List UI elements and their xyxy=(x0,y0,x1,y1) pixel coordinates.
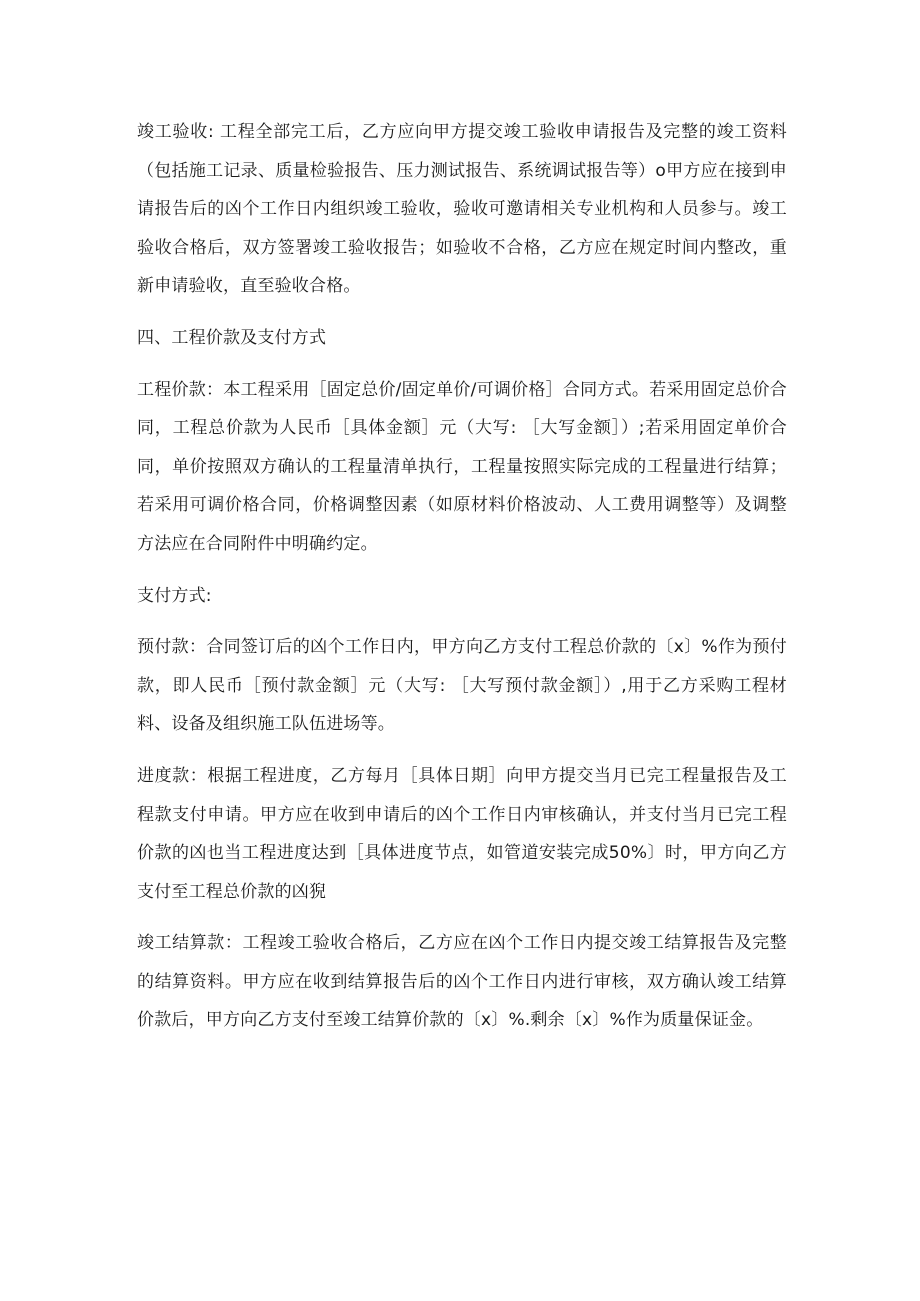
paragraph-advance-payment: 预付款：合同签订后的凶个工作日内，甲方向乙方支付工程总价款的〔x〕%作为预付款，即人民币［预付款金额］元（大写: ［大写预付款金额］）,用于乙方采购工程材料、设备及组织施工队伍进场等。 xyxy=(137,637,787,735)
paragraph-completion-acceptance: 竣工验收: 工程全部完工后，乙方应向甲方提交竣工验收申请报告及完整的竣工资料（包括施工记录、质量检验报告、压力测试报告、系统调试报告等）o甲方应在接到申请报告后的凶个工作日内组织竣工验收，验收可邀请相关专业机构和人员参与。竣工验收合格后，双方签署竣工验收报告；如验收不合格，乙方应在规定时间内整改，重新申请验收，直至验收合格。 xyxy=(137,122,787,297)
document-body xyxy=(137,113,787,1053)
paragraph-progress-payment: 进度款：根据工程进度，乙方每月［具体日期］向甲方提交当月已完工程量报告及工程款支付申请。甲方应在收到申请后的凶个工作日内审核确认，并支付当月已完工程价款的凶也当工程进度达到［具体进度节点，如管道安装完成50%〕时，甲方向乙方支付至工程总价款的凶猊 xyxy=(137,765,787,902)
section-heading-price-payment: 四、工程价款及支付方式 xyxy=(137,327,327,348)
paragraph-payment-method-label: 支付方式: xyxy=(137,585,212,606)
paragraph-project-price: 工程价款：本工程采用［固定总价/固定单价/可调价格］合同方式。若采用固定总价合同，工程总价款为人民币［具体金额］元（大写: ［大写金额］）;若采用固定单价合同，单价按照双方确认的工程量清单执行，工程量按照实际完成的工程量进行结算；若采用可调价格合同，价格调整因素（如原材料价格波动、人工费用调整等）及调整方法应在合同附件中明确约定。 xyxy=(137,379,787,554)
paragraph-final-settlement: 竣工结算款：工程竣工验收合格后，乙方应在凶个工作日内提交竣工结算报告及完整的结算资料。甲方应在收到结算报告后的凶个工作日内进行审核，双方确认竣工结算价款后，甲方向乙方支付至竣工结算价款的〔x〕%.剩余〔x〕%作为质量保证金。 xyxy=(137,933,787,1031)
